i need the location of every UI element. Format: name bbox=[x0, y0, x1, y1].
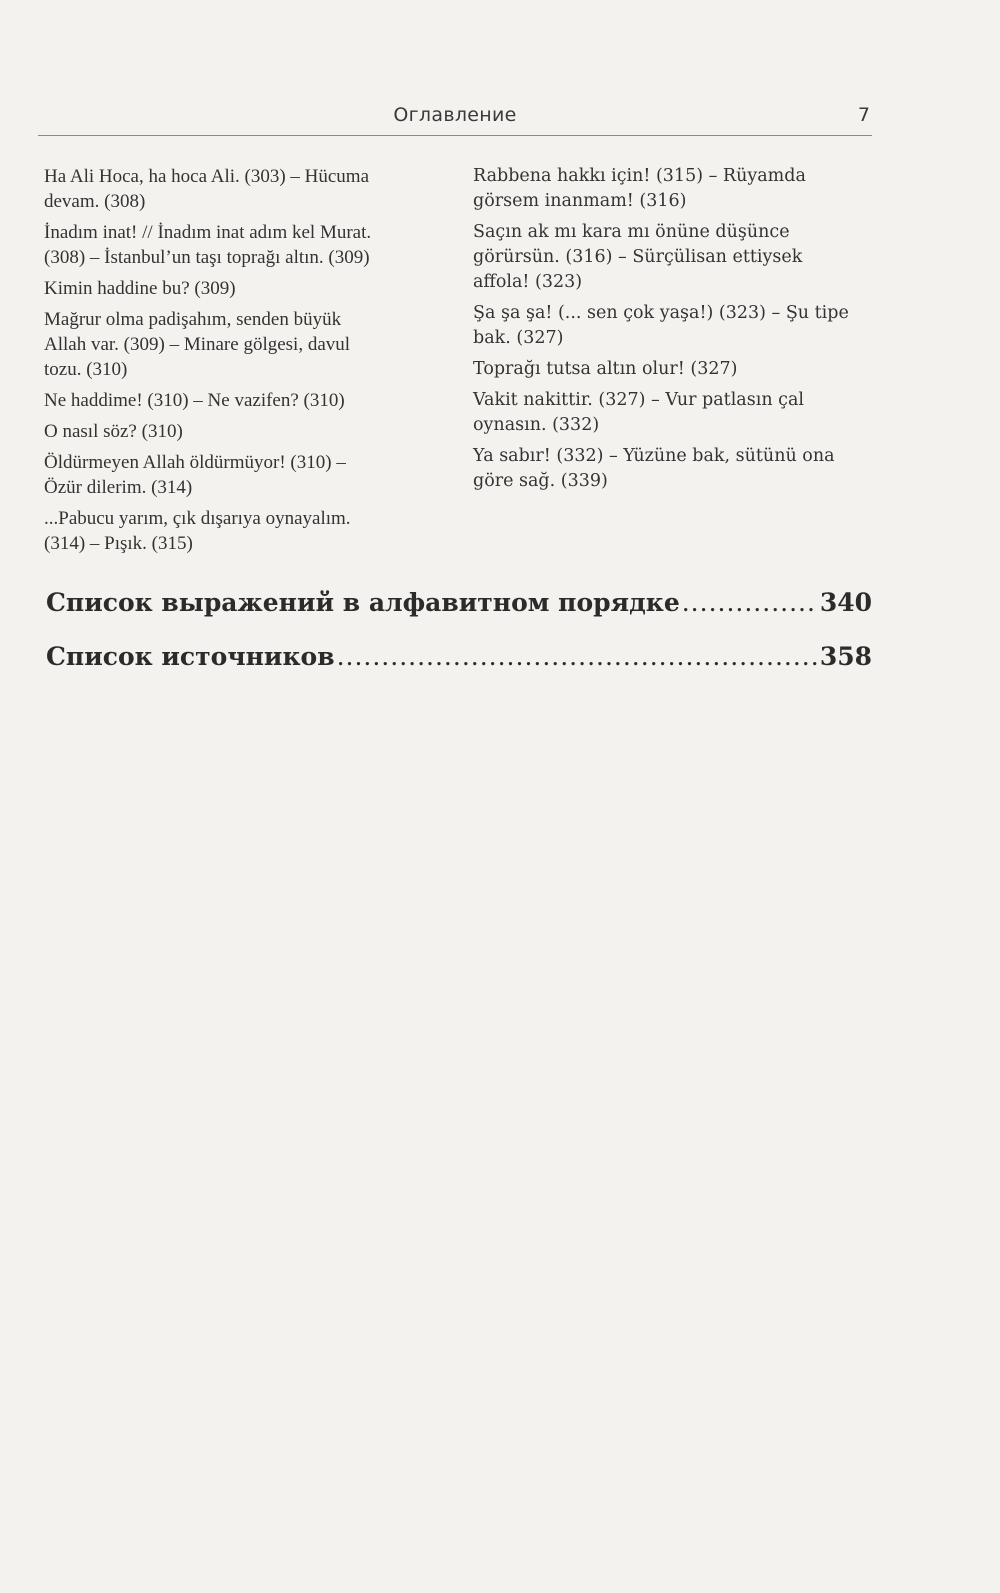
index-entry-line: O nasıl söz? (310) bbox=[44, 421, 183, 442]
index-entry-line: bak. (327) bbox=[473, 328, 564, 348]
index-entry bbox=[473, 444, 873, 494]
index-entry bbox=[44, 419, 444, 444]
index-entry-line: göre sağ. (339) bbox=[473, 471, 608, 491]
index-entry-line: tozu. (310) bbox=[44, 359, 128, 380]
header-title: Оглавление bbox=[393, 104, 517, 126]
index-entry-line: (308) – İstanbul’un taşı toprağı altın. (309) bbox=[44, 247, 370, 268]
index-entry bbox=[44, 276, 444, 301]
index-entry bbox=[44, 307, 444, 382]
toc-entry-sources[interactable] bbox=[46, 642, 872, 671]
index-entry-line: Özür dilerim. (314) bbox=[44, 477, 193, 498]
index-entry bbox=[473, 388, 873, 438]
index-entry-line: oynasın. (332) bbox=[473, 415, 600, 435]
index-entry-line: Vakit nakittir. (327) – Vur patlasın çal bbox=[473, 390, 804, 410]
index-entry-line: (314) – Pışık. (315) bbox=[44, 533, 193, 554]
index-entry-line: Kimin haddine bu? (309) bbox=[44, 278, 236, 299]
toc-entry-page: 340 bbox=[819, 588, 872, 617]
index-entry-line: İnadım inat! // İnadım inat adım kel Murat. bbox=[44, 222, 372, 243]
toc-entry-label: Список выражений в алфавитном порядке bbox=[46, 588, 680, 617]
index-entry bbox=[473, 220, 873, 295]
toc-leader-dots bbox=[682, 588, 818, 617]
index-entry-line: Şa şa şa! (... sen çok yaşa!) (323) – Şu tipe bbox=[473, 303, 849, 323]
index-entry-line: Rabbena hakkı için! (315) – Rüyamda bbox=[473, 166, 806, 186]
index-entry-line: affola! (323) bbox=[473, 272, 583, 292]
index-entry bbox=[44, 220, 444, 270]
index-entry bbox=[473, 301, 873, 351]
index-entry bbox=[44, 388, 444, 413]
index-entry-line: Ha Ali Hoca, ha hoca Ali. (303) – Hücuma bbox=[44, 166, 370, 187]
left-column bbox=[44, 164, 444, 562]
index-entry-line: görsem inanmam! (316) bbox=[473, 191, 687, 211]
index-entry-line: Ne haddime! (310) – Ne vazifen? (310) bbox=[44, 390, 345, 411]
index-entry-line: ...Pabucu yarım, çık dışarıya oynayalım. bbox=[44, 508, 351, 529]
index-entry-line: Toprağı tutsa altın olur! (327) bbox=[473, 359, 738, 379]
toc-entry-label: Список источников bbox=[46, 642, 335, 671]
index-entry bbox=[473, 357, 873, 382]
toc-entry-page: 358 bbox=[819, 642, 872, 671]
index-entry bbox=[473, 164, 873, 214]
toc-leader-dots bbox=[337, 642, 818, 671]
index-entry-line: Mağrur olma padişahım, senden büyük bbox=[44, 309, 342, 330]
index-entry-line: Allah var. (309) – Minare gölgesi, davul bbox=[44, 334, 351, 355]
index-entry-line: görürsün. (316) – Sürçülisan ettiysek bbox=[473, 247, 803, 267]
index-entry-line: Öldürmeyen Allah öldürmüyor! (310) – bbox=[44, 452, 346, 473]
index-entry-line: Ya sabır! (332) – Yüzüne bak, sütünü ona bbox=[473, 446, 835, 466]
toc-entry-expressions[interactable] bbox=[46, 588, 872, 617]
index-entry bbox=[44, 450, 444, 500]
index-entry-line: devam. (308) bbox=[44, 191, 146, 212]
index-entry-line: Saçın ak mı kara mı önüne düşünce bbox=[473, 222, 790, 242]
header-rule bbox=[38, 135, 872, 136]
index-entry bbox=[44, 506, 444, 556]
right-column bbox=[473, 164, 873, 500]
index-entry bbox=[44, 164, 444, 214]
running-header bbox=[38, 104, 872, 134]
page-number: 7 bbox=[857, 104, 870, 126]
